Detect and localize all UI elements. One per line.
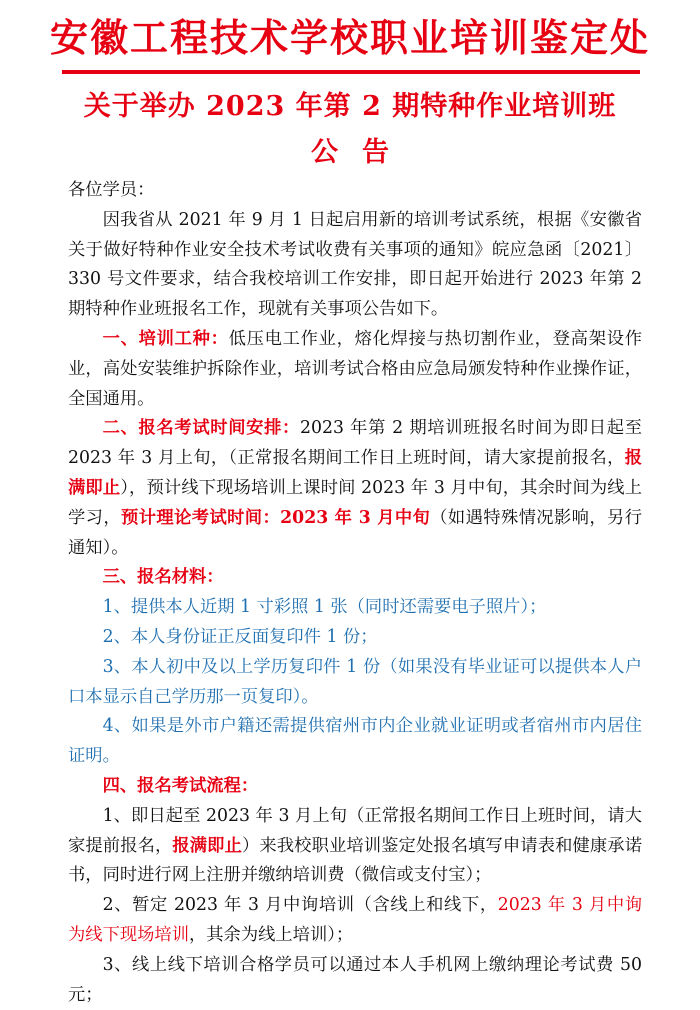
list-item — [68, 891, 642, 951]
section-text: （如遇特殊情况影响，另行通知）。 — [68, 507, 642, 558]
section-schedule — [68, 414, 642, 563]
intro-paragraph: 因我省从 2021 年 9 月 1 日起启用新的培训考试系统，根据《安徽省关于做好特种作业安全技术考试收费有关事项的通知》皖应急函〔2021〕330 号文件要求，结合我校培训工作安排，即日起开始进行 2023 年第 2 期特种作业班报名工作，现就有关事项公告如下。 — [68, 209, 642, 320]
organization-header: 安徽工程技术学校职业培训鉴定处 — [49, 15, 650, 60]
notice-body — [68, 176, 642, 1010]
notice-subtitle: 公告 — [311, 137, 413, 168]
item-text: 1、即日起至 2023 年 3 月上旬（正常报名期间工作日上班时间，请大家提前报名， — [68, 805, 642, 856]
list-item: 3、本人初中及以上学历复印件 1 份（如果没有毕业证可以提供本人户口本显示自己学历那一页复印）。 — [68, 656, 642, 707]
item-text: ，其余为线上培训）； — [188, 924, 354, 945]
item-text: ）来我校职业培训鉴定处报名填写申请表和健康承诺书，同时进行网上注册并缴纳培训费（微信或支付宝）； — [68, 835, 642, 886]
section-training-types — [68, 325, 642, 414]
section-text: ），预计线下现场培训上课时间 2023 年 3 月中旬，其余时间为线上学习， — [68, 477, 642, 528]
notice-title: 关于举办 2023 年第 2 期特种作业培训班 — [83, 91, 617, 122]
highlight-text: 2023 年 3 月中询为线下现场培训 — [68, 895, 642, 945]
greeting: 各位学员： — [68, 180, 155, 200]
list-item: 4、如果是外市户籍还需提供宿州市内企业就业证明或者宿州市内居住证明。 — [68, 716, 642, 767]
section-text: 低压电工作业，熔化焊接与热切割作业，登高架设作业，高处安装维护拆除作业，培训考试合格由应急局颁发特种作业操作证，全国通用。 — [68, 328, 642, 409]
highlight-text: 报满即止 — [68, 448, 642, 498]
list-item: 2、本人身份证正反面复印件 1 份； — [102, 626, 378, 647]
list-item: 1、提供本人近期 1 寸彩照 1 张（同时还需要电子照片）； — [102, 597, 547, 618]
section-heading: 一、培训工种： — [102, 328, 229, 349]
list-item: 3、线上线下培训合格学员可以通过本人手机网上缴纳理论考试费 50 元； — [68, 954, 642, 1005]
section-heading: 二、报名考试时间安排： — [102, 418, 300, 439]
section-heading: 三、报名材料： — [102, 567, 224, 588]
highlight-text: 预计理论考试时间：2023 年 3 月中旬 — [121, 507, 431, 528]
section-text: 2023 年第 2 期培训班报名时间为即日起至 2023 年 3 月上旬，（正常报名期间工作日上班时间，请大家提前报名， — [68, 418, 642, 469]
list-item — [68, 802, 642, 891]
highlight-text: 报满即止 — [172, 835, 242, 856]
section-heading: 四、报名考试流程： — [102, 775, 259, 796]
header-divider — [62, 70, 640, 74]
item-text: 2、暂定 2023 年 3 月中询培训（含线上和线下， — [102, 895, 498, 916]
